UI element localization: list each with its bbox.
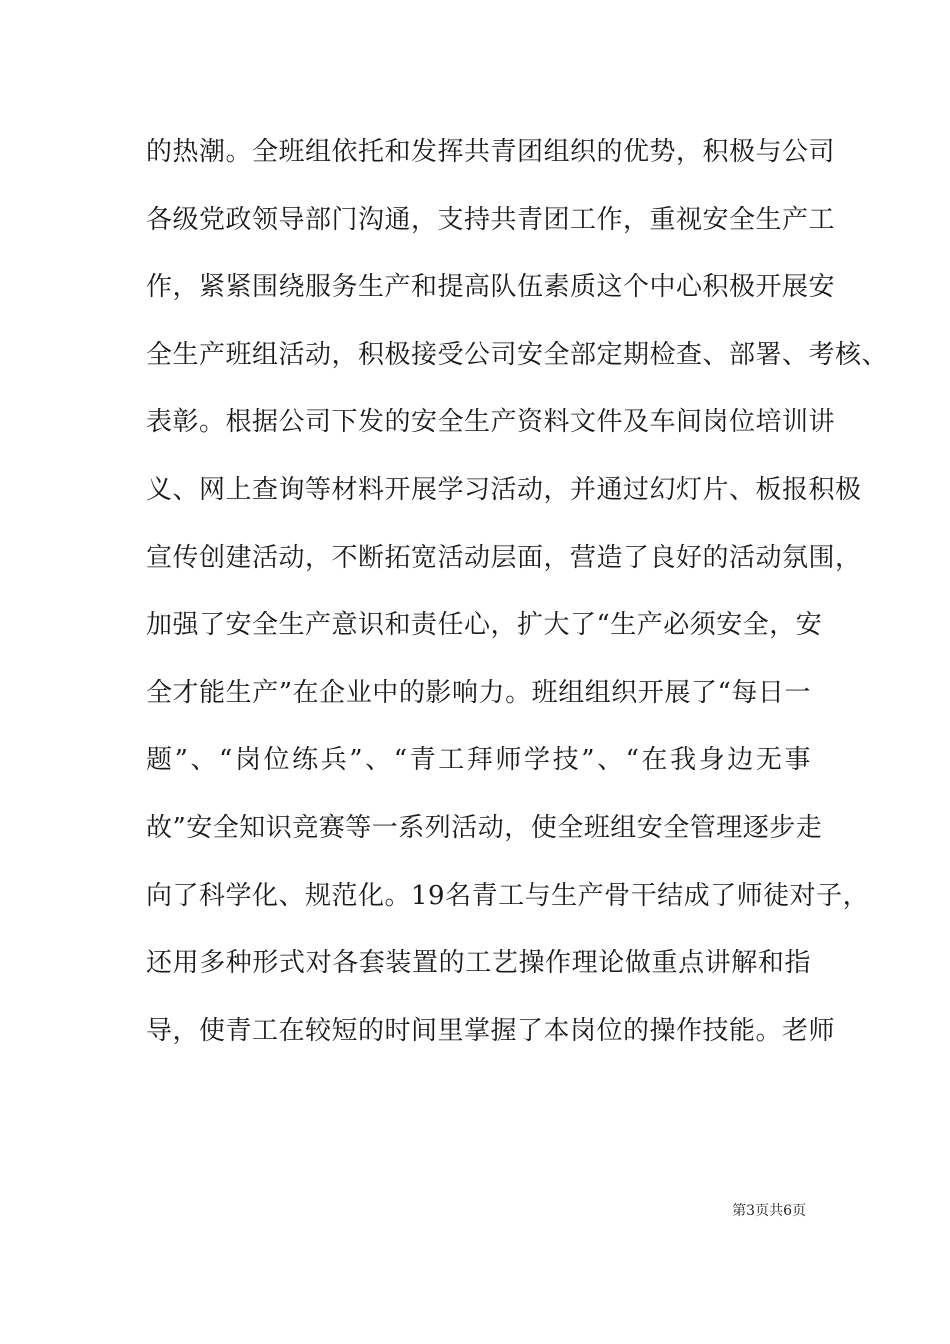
page-number-footer: 第3页共6页 — [732, 1203, 806, 1219]
text-line: 题”、“岗位练兵”、“青工拜师学技”、“在我身边无事 — [146, 745, 811, 776]
text-line: 全生产班组活动，积极接受公司安全部定期检查、部署、考核、 — [146, 339, 889, 370]
text-line: 义、网上查询等材料开展学习活动，并通过幻灯片、板报积极 — [146, 474, 862, 505]
text-line: 向了科学化、规范化。19名青工与生产骨干结成了师徒对子， — [146, 880, 870, 911]
text-line: 表彰。根据公司下发的安全生产资料文件及车间岗位培训讲 — [146, 407, 836, 438]
body-text — [146, 126, 889, 1072]
text-line: 加强了安全生产意识和责任心，扩大了“生产必须安全，安 — [146, 610, 823, 641]
text-line: 宣传创建活动，不断拓宽活动层面，营造了良好的活动氛围， — [146, 542, 862, 573]
text-line: 作，紧紧围绕服务生产和提高队伍素质这个中心积极开展安 — [146, 272, 836, 303]
text-line: 导，使青工在较短的时间里掌握了本岗位的操作技能。老师 — [146, 1015, 836, 1046]
text-line: 的热潮。全班组依托和发挥共青团组织的优势，积极与公司 — [146, 137, 836, 167]
text-line: 故”安全知识竞赛等一系列活动，使全班组安全管理逐步走 — [146, 812, 823, 843]
text-line: 各级党政领导部门沟通，支持共青团工作，重视安全生产工 — [146, 204, 836, 235]
text-line: 还用多种形式对各套装置的工艺操作理论做重点讲解和指 — [146, 948, 811, 979]
text-line: 全才能生产”在企业中的影响力。班组组织开展了“每日一 — [146, 677, 811, 708]
